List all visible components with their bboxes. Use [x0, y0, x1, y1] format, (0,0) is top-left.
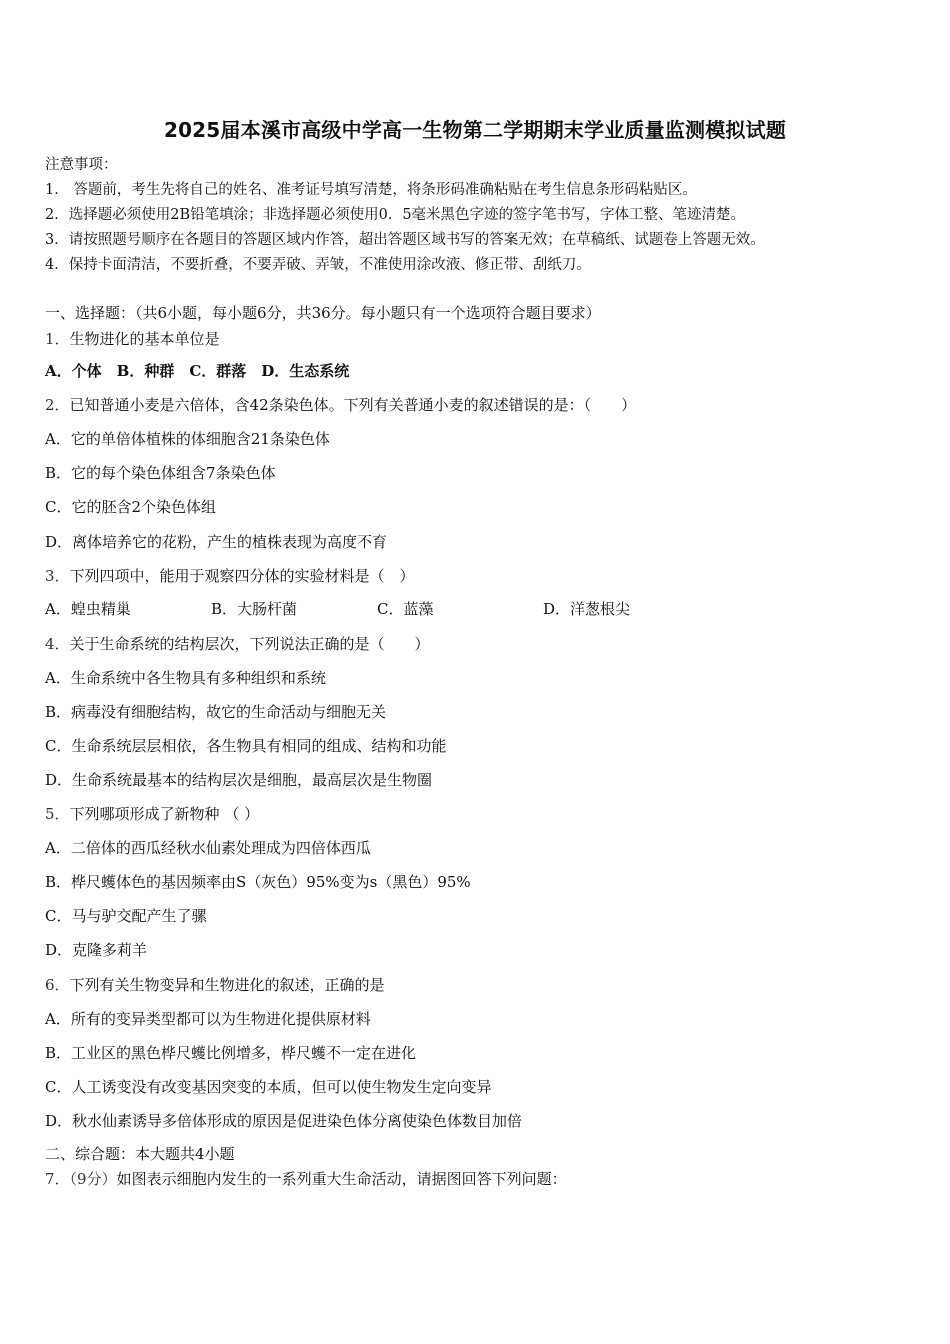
- question-2: [45, 394, 636, 415]
- question-4: [45, 633, 430, 654]
- question-6-option-b: B．工业区的黑色桦尺蠖比例增多，桦尺蠖不一定在进化: [45, 1044, 417, 1062]
- notice-item-2: 2．选择题必须使用2B铅笔填涂；非选择题必须使用0．5毫米黑色字迹的签字笔书写，字体工整、笔迹清楚。: [45, 207, 746, 223]
- question-number: 4．: [45, 635, 70, 653]
- question-5-option-b: B．桦尺蠖体色的基因频率由S（灰色）95%变为s（黑色）95%: [45, 873, 471, 891]
- question-7: [45, 1168, 567, 1189]
- notice-item-4: 4．保持卡面清洁，不要折叠，不要弄破、弄皱，不准使用涂改液、修正带、刮纸刀。: [45, 257, 591, 273]
- section1-heading: 一、选择题：（共6小题，每小题6分，共36分。每小题只有一个选项符合题目要求）: [45, 304, 601, 322]
- notice-item-3: 3．请按照题号顺序在各题目的答题区域内作答，超出答题区域书写的答案无效；在草稿纸、试题卷上答题无效。: [45, 232, 765, 248]
- question-3-options: [45, 598, 925, 620]
- question-1-options: A．个体 B．种群 C．群落 D．生态系统: [45, 362, 350, 380]
- section2-heading: 二、综合题：本大题共4小题: [45, 1145, 235, 1163]
- question-number: 6．: [45, 976, 70, 994]
- question-5: [45, 803, 259, 824]
- question-2-option-c: C．它的胚含2个染色体组: [45, 498, 217, 516]
- question-2-option-b: B．它的每个染色体组含7条染色体: [45, 464, 276, 482]
- question-stem: 下列有关生物变异和生物进化的叙述，正确的是: [69, 976, 385, 994]
- question-number: 2．: [45, 396, 70, 414]
- question-6-option-c: C．人工诱变没有改变基因突变的本质，但可以使生物发生定向变异: [45, 1078, 492, 1096]
- question-stem: 关于生命系统的结构层次，下列说法正确的是（ ）: [69, 635, 430, 653]
- question-6: [45, 974, 385, 995]
- question-6-option-d: D．秋水仙素诱导多倍体形成的原因是促进染色体分离使染色体数目加倍: [45, 1112, 523, 1130]
- question-4-option-c: C．生命系统层层相依，各生物具有相同的组成、结构和功能: [45, 737, 447, 755]
- question-1: [45, 328, 220, 349]
- question-number: 1．: [45, 330, 70, 348]
- question-2-option-a: A．它的单倍体植株的体细胞含21条染色体: [45, 430, 330, 448]
- question-stem: 已知普通小麦是六倍体，含42条染色体。下列有关普通小麦的叙述错误的是：（ ）: [69, 396, 637, 414]
- question-5-option-d: D．克隆多莉羊: [45, 941, 148, 959]
- question-6-option-a: A．所有的变异类型都可以为生物进化提供原材料: [45, 1010, 371, 1028]
- notice-item-1: 1． 答题前，考生先将自己的姓名、准考证号填写清楚，将条形码准确粘贴在考生信息条形码粘贴区。: [45, 182, 697, 198]
- question-4-option-a: A．生命系统中各生物具有多种组织和系统: [45, 669, 326, 687]
- question-number: 5．: [45, 805, 70, 823]
- question-5-option-a: A．二倍体的西瓜经秋水仙素处理成为四倍体西瓜: [45, 839, 371, 857]
- question-3-option-d: D．洋葱根尖: [543, 600, 631, 618]
- question-number: 3．: [45, 567, 70, 585]
- question-5-option-c: C．马与驴交配产生了骡: [45, 907, 207, 925]
- question-2-option-d: D．离体培养它的花粉，产生的植株表现为高度不育: [45, 533, 388, 551]
- question-3-option-b: B．大肠杆菌: [211, 600, 298, 618]
- notice-heading: 注意事项：: [45, 157, 118, 173]
- question-4-option-d: D．生命系统最基本的结构层次是细胞，最高层次是生物圈: [45, 771, 433, 789]
- question-4-option-b: B．病毒没有细胞结构，故它的生命活动与细胞无关: [45, 703, 387, 721]
- question-3-option-a: A．蝗虫精巢: [45, 600, 131, 618]
- question-stem: 如图表示细胞内发生的一系列重大生命活动，请据图回答下列问题：: [116, 1170, 567, 1188]
- question-number: 7．: [45, 1170, 70, 1188]
- question-3: [45, 565, 415, 586]
- page-title: 2025届本溪市高级中学高一生物第二学期期末学业质量监测模拟试题: [163, 118, 787, 142]
- question-stem: 下列四项中，能用于观察四分体的实验材料是（ ）: [69, 567, 415, 585]
- question-score: （9分）: [69, 1170, 117, 1188]
- question-stem: 下列哪项形成了新物种 （ ）: [69, 805, 260, 823]
- question-stem: 生物进化的基本单位是: [69, 330, 220, 348]
- question-3-option-c: C．蓝藻: [377, 600, 434, 618]
